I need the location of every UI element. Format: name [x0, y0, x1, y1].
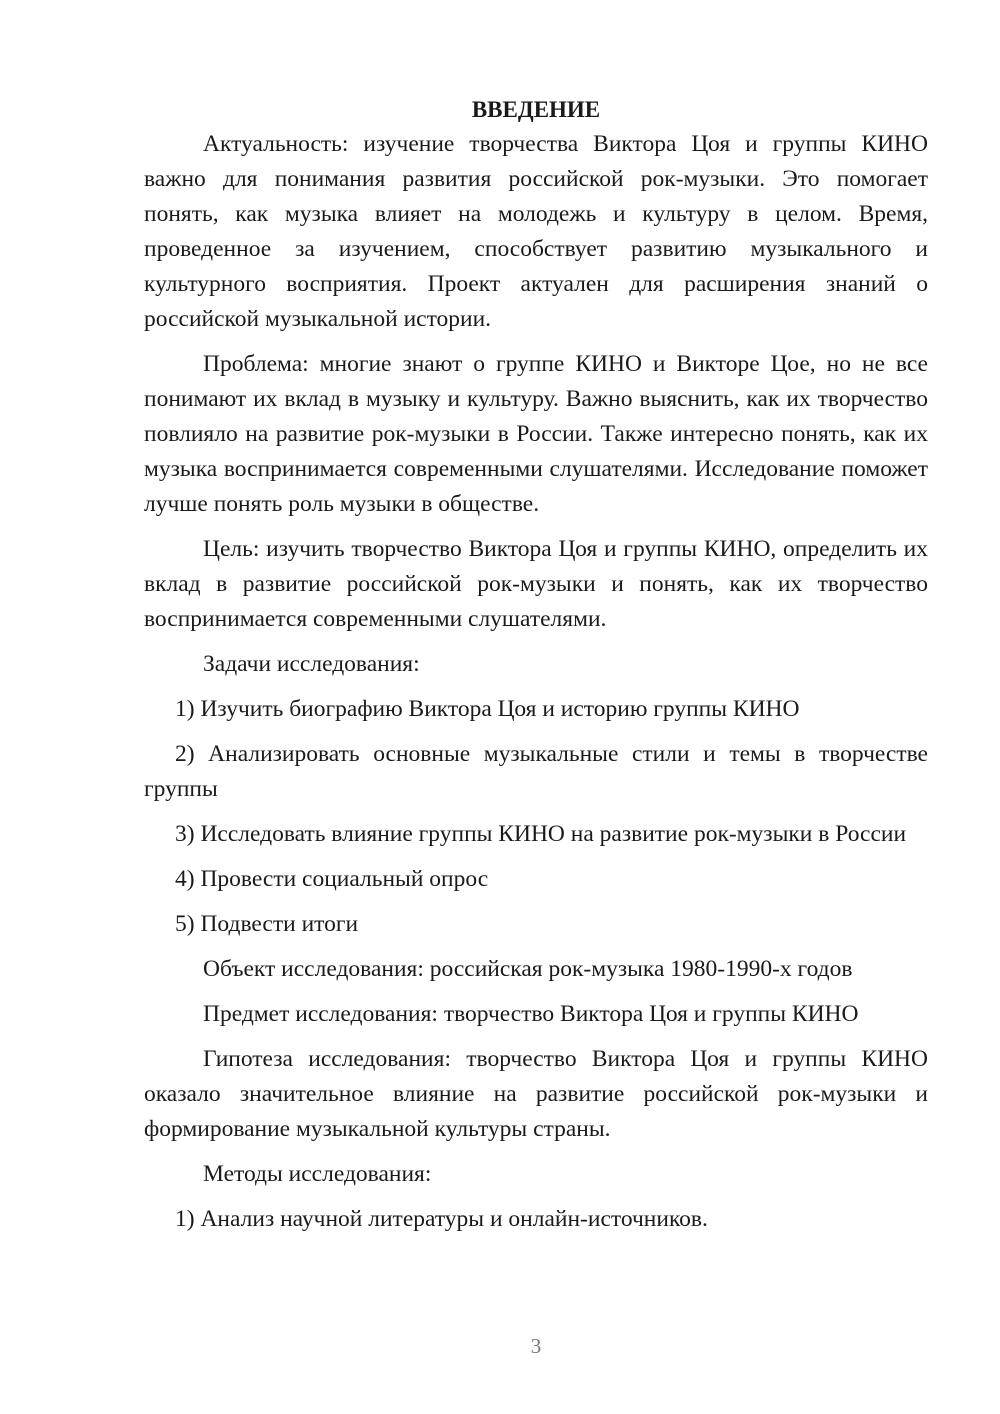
methods-title: Методы исследования:: [203, 1161, 432, 1187]
task-item: 4) Провести социальный опрос: [175, 866, 489, 892]
task-item: 3) Исследовать влияние группы КИНО на развитие рок-музыки в России: [175, 821, 907, 847]
object-line: Объект исследования: российская рок-музыка 1980-1990-х годов: [203, 956, 853, 982]
relevance-paragraph: Актуальность: изучение творчества Виктора Цоя и группы КИНО важно для понимания развития российской рок-музыки. Это помогает понять, как музыка влияет на молодежь и культуру в целом. Время, проведенное за изучением, способствует развитию музыкального и культурного восприятия. Проект актуален для расширения знаний о российской музыкальной истории.: [144, 131, 928, 332]
tasks-title: Задачи исследования:: [203, 651, 420, 677]
subject-line: Предмет исследования: творчество Виктора Цоя и группы КИНО: [203, 1001, 859, 1027]
page-content: [144, 92, 928, 1237]
hypothesis-paragraph: Гипотеза исследования: творчество Виктора Цоя и группы КИНО оказало значительное влияние на развитие российской рок-музыки и формирование музыкальной культуры страны.: [144, 1046, 928, 1142]
method-item: 1) Анализ научной литературы и онлайн-источников.: [175, 1206, 708, 1232]
task-item: 2) Анализировать основные музыкальные стили и темы в творчестве группы: [144, 741, 928, 802]
task-item: 5) Подвести итоги: [175, 911, 359, 937]
goal-paragraph: Цель: изучить творчество Виктора Цоя и группы КИНО, определить их вклад в развитие российской рок-музыки и понять, как их творчество воспринимается современными слушателями.: [144, 536, 928, 632]
task-item: 1) Изучить биографию Виктора Цоя и историю группы КИНО: [175, 696, 800, 722]
page-number: 3: [530, 1334, 542, 1358]
section-heading: ВВЕДЕНИЕ: [471, 97, 601, 122]
problem-paragraph: Проблема: многие знают о группе КИНО и Викторе Цое, но не все понимают их вклад в музыку и культуру. Важно выяснить, как их творчество повлияло на развитие рок-музыки в России. Также интересно понять, как их музыка воспринимается современными слушателями. Исследование поможет лучше понять роль музыки в обществе.: [144, 351, 928, 517]
